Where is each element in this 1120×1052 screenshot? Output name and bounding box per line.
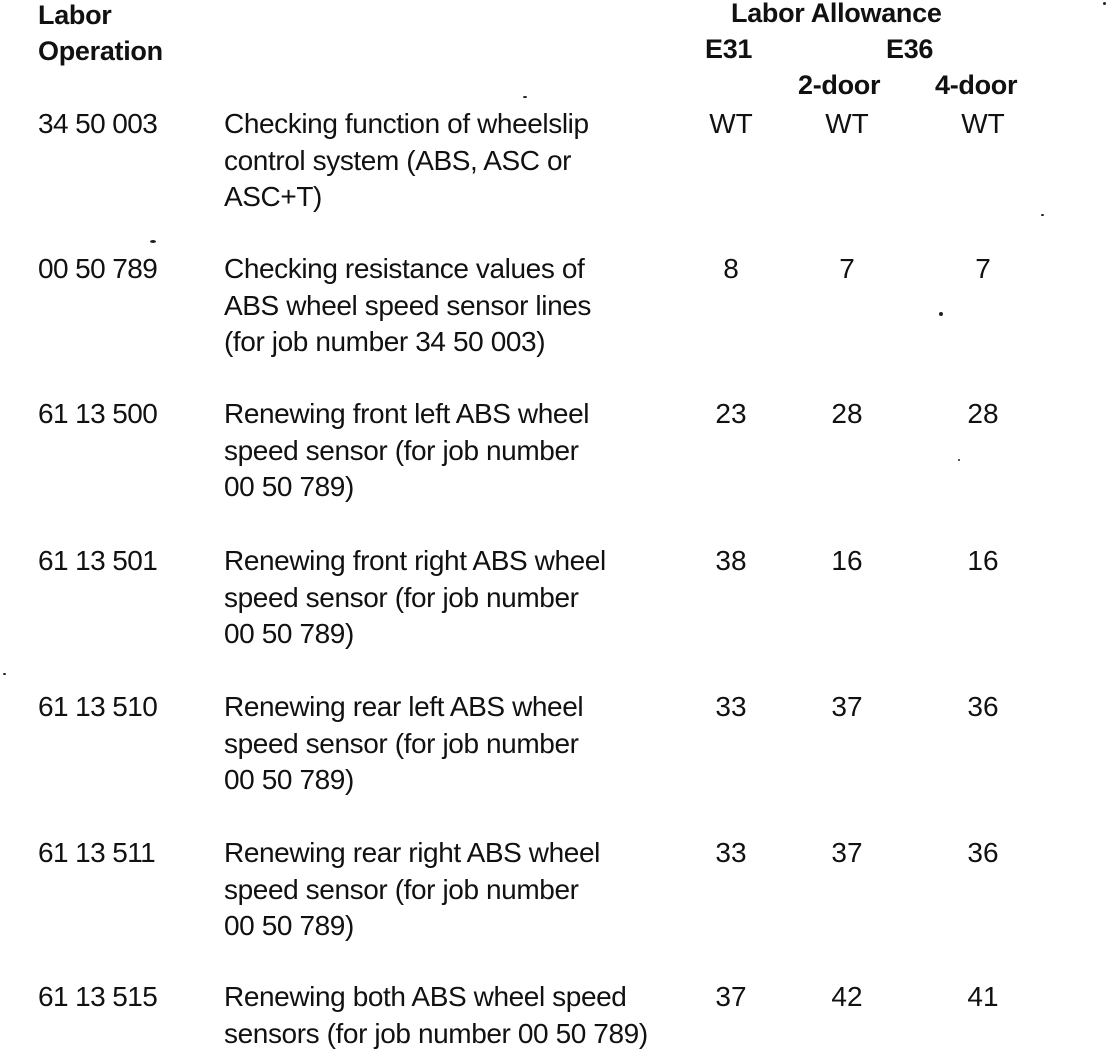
description-line: control system (ABS, ASC or bbox=[224, 144, 572, 176]
labor-allowance-header: Labor Allowance bbox=[731, 0, 942, 28]
e36-4door-value: 36 bbox=[967, 691, 999, 722]
e36-2door-value: 37 bbox=[831, 691, 863, 722]
two-door-header: 2-door bbox=[798, 70, 881, 100]
description-line: Checking function of wheelslip bbox=[224, 108, 589, 139]
scan-speck bbox=[958, 459, 960, 461]
labor-operation-header-line1: Labor bbox=[38, 0, 112, 30]
table-row bbox=[0, 979, 1120, 1051]
labor-operation-code: 61 13 500 bbox=[38, 398, 158, 429]
e31-value: 8 bbox=[723, 253, 739, 284]
table-row bbox=[0, 835, 1120, 965]
e36-4door-value: 41 bbox=[967, 981, 999, 1012]
scan-speck bbox=[150, 240, 156, 243]
table-row bbox=[0, 543, 1120, 673]
e36-4door-value: 28 bbox=[967, 398, 999, 429]
scan-speck bbox=[939, 312, 943, 316]
description-line: speed sensor (for job number bbox=[224, 581, 579, 613]
description-line: 00 50 789) bbox=[224, 910, 354, 941]
e31-value: 37 bbox=[715, 981, 747, 1012]
e36-2door-value: 16 bbox=[831, 545, 863, 576]
e31-value: WT bbox=[709, 108, 753, 139]
e31-value: 23 bbox=[715, 398, 747, 429]
description-line: ABS wheel speed sensor lines bbox=[224, 289, 592, 321]
description-line: sensors (for job number 00 50 789) bbox=[224, 1017, 648, 1049]
four-door-header: 4-door bbox=[935, 70, 1018, 100]
operation-description bbox=[224, 835, 704, 945]
e31-header: E31 bbox=[705, 34, 753, 64]
description-line: Renewing rear right ABS wheel bbox=[224, 837, 600, 868]
scan-speck bbox=[3, 673, 6, 675]
e36-2door-value: 42 bbox=[831, 981, 863, 1012]
labor-operation-header-line2: Operation bbox=[38, 36, 163, 66]
description-line: 00 50 789) bbox=[224, 471, 354, 502]
description-line: (for job number 34 50 003) bbox=[224, 326, 546, 357]
e36-2door-value: 7 bbox=[839, 253, 855, 284]
labor-operation-code: 61 13 515 bbox=[38, 981, 158, 1012]
operation-description bbox=[224, 543, 704, 653]
description-line: ASC+T) bbox=[224, 181, 322, 212]
operation-description bbox=[224, 251, 704, 361]
description-line: 00 50 789) bbox=[224, 764, 354, 795]
labor-operation-code: 00 50 789 bbox=[38, 253, 158, 284]
operation-description bbox=[224, 396, 704, 506]
scan-speck bbox=[1041, 214, 1044, 216]
scan-speck bbox=[523, 96, 527, 98]
description-line: Renewing front left ABS wheel bbox=[224, 398, 590, 429]
e36-4door-value: 16 bbox=[967, 545, 999, 576]
description-line: Checking resistance values of bbox=[224, 253, 585, 284]
table-row bbox=[0, 106, 1120, 236]
e36-2door-value: WT bbox=[825, 108, 869, 139]
e36-4door-value: 7 bbox=[975, 253, 991, 284]
labor-operation-code: 61 13 510 bbox=[38, 691, 158, 722]
description-line: speed sensor (for job number bbox=[224, 727, 579, 759]
description-line: speed sensor (for job number bbox=[224, 873, 579, 905]
table-row bbox=[0, 251, 1120, 381]
e36-4door-value: WT bbox=[961, 108, 1005, 139]
e36-header: E36 bbox=[886, 34, 934, 64]
table-row bbox=[0, 396, 1120, 526]
operation-description bbox=[224, 106, 704, 216]
labor-operation-code: 34 50 003 bbox=[38, 108, 158, 139]
labor-operation-code: 61 13 511 bbox=[38, 837, 156, 868]
description-line: Renewing both ABS wheel speed bbox=[224, 981, 627, 1012]
description-line: 00 50 789) bbox=[224, 618, 354, 649]
operation-description bbox=[224, 689, 704, 799]
e36-4door-value: 36 bbox=[967, 837, 999, 868]
description-line: Renewing rear left ABS wheel bbox=[224, 691, 584, 722]
scan-speck bbox=[1103, 2, 1106, 5]
e36-2door-value: 28 bbox=[831, 398, 863, 429]
e31-value: 38 bbox=[715, 545, 747, 576]
operation-description bbox=[224, 979, 704, 1052]
description-line: Renewing front right ABS wheel bbox=[224, 545, 606, 576]
e31-value: 33 bbox=[715, 691, 747, 722]
description-line: speed sensor (for job number bbox=[224, 434, 579, 466]
table-row bbox=[0, 689, 1120, 819]
e31-value: 33 bbox=[715, 837, 747, 868]
labor-operation-code: 61 13 501 bbox=[38, 545, 158, 576]
e36-2door-value: 37 bbox=[831, 837, 863, 868]
